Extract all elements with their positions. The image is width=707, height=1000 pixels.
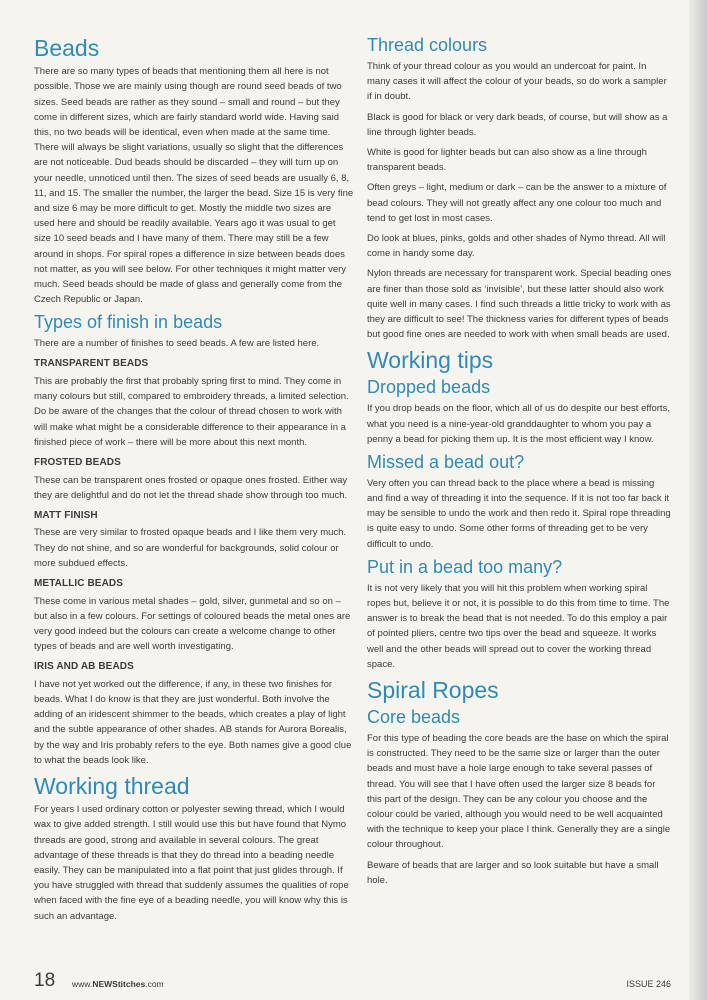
missed-bead-paragraph: Very often you can thread back to the place where a bead is missing and find a way of threading it into the sequence. If it is not too far back it may be sensible to undo the work and then redo it. Spiral rope threading is quite easy to undo. Some other forms of threading get to be very difficult to undo. [367,477,671,550]
left-column [34,30,354,929]
matt-finish-subheading: MATT FINISH [34,509,98,521]
metallic-beads-subheading: METALLIC BEADS [34,578,123,590]
issue-number: ISSUE 246 [626,979,671,989]
dropped-beads-paragraph: If you drop beads on the floor, which all of us do despite our best efforts, what you need is a nine-year-old granddaughter to whom you pay a penny a bead for picking them up. It is the most efficient way I know. [367,403,670,445]
thread-colours-p6: Nylon threads are necessary for transparent work. Special beading ones are finer than those sold as ‘invisible’, but these latter should also work quite well in many cases. I find such threads a little tricky to work with as they are difficult to see! The thickness varies for different types of beads but good fine ones are needed to work with when small beads are used. [367,268,672,341]
site-brand: NEWStitches [92,979,146,989]
transparent-beads-paragraph: This are probably the first that probably spring first to mind. They come in many colours but still, compared to embroidery threads, a limited selection. Do be aware of the changes that the colour of thread chosen to work with will make what might be a considerable difference to their appearance in a finished piece of work – there will be more about this next month. [34,375,349,448]
iris-ab-beads-subheading: IRIS AND AB BEADS [34,661,134,673]
beads-paragraph: There are so many types of beads that mentioning them all here is not possible. Those we are mainly using though are round seed beads of two sizes. Seed beads are rather as they sound – small and round – but they come in different sizes, which are fairly standard world wide. Having said this, no two beads will be identical, even when made at the same time. There will always be slight variations, usually so slight that the differences are not noticeable. Dud beads should be discarded – they will turn up on your needle, unnoticed until then. The sizes of seed beads are usually 6, 8, 11, and 15. The smaller the number, the larger the bead. Size 15 is very fine and size 6 may be more difficult to get. Mostly the middle two sizes are used here and should be readily available. Years ago it was usual to get size 10 seed beads and I have many of them. There may still be a few around in shops. For spiral ropes a difference in size between beads does not matter, as you will see below. For other techniques it might matter very much. Seed beads should be made of glass and generally come from the Czech Republic or Japan. [34,66,354,306]
site-prefix: www. [72,979,93,989]
dropped-beads-heading: Dropped beads [367,377,491,398]
working-thread-paragraph: For years I used ordinary cotton or polyester sewing thread, which I would wax to give added strength. I still would use this but have found that Nymo threads are good, strong and available in several colours. The great advantage of these threads is that they do thread into a beading needle easily. They can be manipulated into a flat point that just glides through. If you have struggled with thread that suddenly assumes the qualities of rope when faced with the fine eye of a beading needle, you will know why this is such an advantage. [34,804,349,922]
beware-paragraph: Beware of beads that are larger and so look suitable but have a small hole. [367,859,659,886]
thread-colours-p4: Often greys – light, medium or dark – can be the answer to a mixture of bead colours. They will not greatly affect any one colour too much and tend to get lost in most cases. [367,182,667,224]
matt-finish-paragraph: These are very similar to frosted opaque beads and I like them very much. They do not shine, and so are wonderful for backgrounds, solid colour or more subdued effects. [34,527,347,569]
core-beads-paragraph: For this type of beading the core beads are the base on which the spiral is constructed. They need to be the same size or larger than the outer beads and must have a hole large enough to take several passes of thread. You will see that I have often used the larger size 8 beads for this part of the design. They can be any colour you choose and the colour could be varied, although you would need to be well acquainted with the technique to keep your place I think. Generally they are a single colour throughout. [367,733,671,851]
page-binding-shadow [689,0,707,1000]
working-tips-heading: Working tips [367,347,494,374]
core-beads-heading: Core beads [367,707,461,728]
bead-too-many-paragraph: It is not very likely that you will hit this problem when working spiral ropes but, believe it or not, it is possible to do this from time to time. The answer is to break the bead that is not needed. To do this employ a pair of pointed pliers, centre two tips over the bead and squeeze. It works well and the other beads will spread out to cover the working thread space. [367,582,670,670]
frosted-beads-subheading: FROSTED BEADS [34,457,121,468]
working-thread-heading: Working thread [34,773,190,800]
finishes-heading: Types of finish in beads [34,312,223,333]
transparent-beads-subheading: TRANSPARENT BEADS [34,358,149,370]
missed-bead-heading: Missed a bead out? [367,451,525,472]
right-column [367,30,672,893]
thread-colours-p1: Think of your thread colour as you would an undercoat for paint. In many cases it will affect the colour of your beads, so do work a sampler if in doubt. [367,60,667,103]
thread-colours-p5: Do look at blues, pinks, golds and other shades of Nymo thread. All will come in handy some day. [367,232,666,260]
thread-colours-heading: Thread colours [367,35,488,55]
page-footer [34,968,671,992]
website-url[interactable] [72,979,164,989]
site-suffix: .com [145,979,164,989]
finishes-intro: There are a number of finishes to seed beads. A few are listed here. [34,338,320,350]
iris-ab-beads-paragraph: I have not yet worked out the difference, if any, in these two finishes for beads. What I do know is that they are just wonderful. Both involve the adding of an iridescent shimmer to the beads, which creates a play of light and the subtle appearance of other shades. AB stands for Aurora Borealis, by the way and Iris probably refers to the eye. Both names give a good clue to what the beads look like. [34,678,352,766]
metallic-beads-paragraph: These come in various metal shades – gold, silver, gunmetal and so on – but also in a few colours. For settings of coloured beads the metal ones are very good indeed but the colours can create a welcome change to other types of beads and are well worth investigating. [34,595,351,653]
frosted-beads-paragraph: These can be transparent ones frosted or opaque ones frosted. Either way they are delightful and do not let the thread shade show through too much. [34,474,348,501]
bead-too-many-heading: Put in a bead too many? [367,556,563,577]
page-number: 18 [34,970,56,991]
spiral-ropes-heading: Spiral Ropes [367,677,499,703]
beads-heading: Beads [34,35,100,61]
thread-colours-p2: Black is good for black or very dark beads, of course, but will show as a line through lighter beads. [367,111,668,138]
thread-colours-p3: White is good for lighter beads but can also show as a line through transparent beads. [367,146,647,174]
